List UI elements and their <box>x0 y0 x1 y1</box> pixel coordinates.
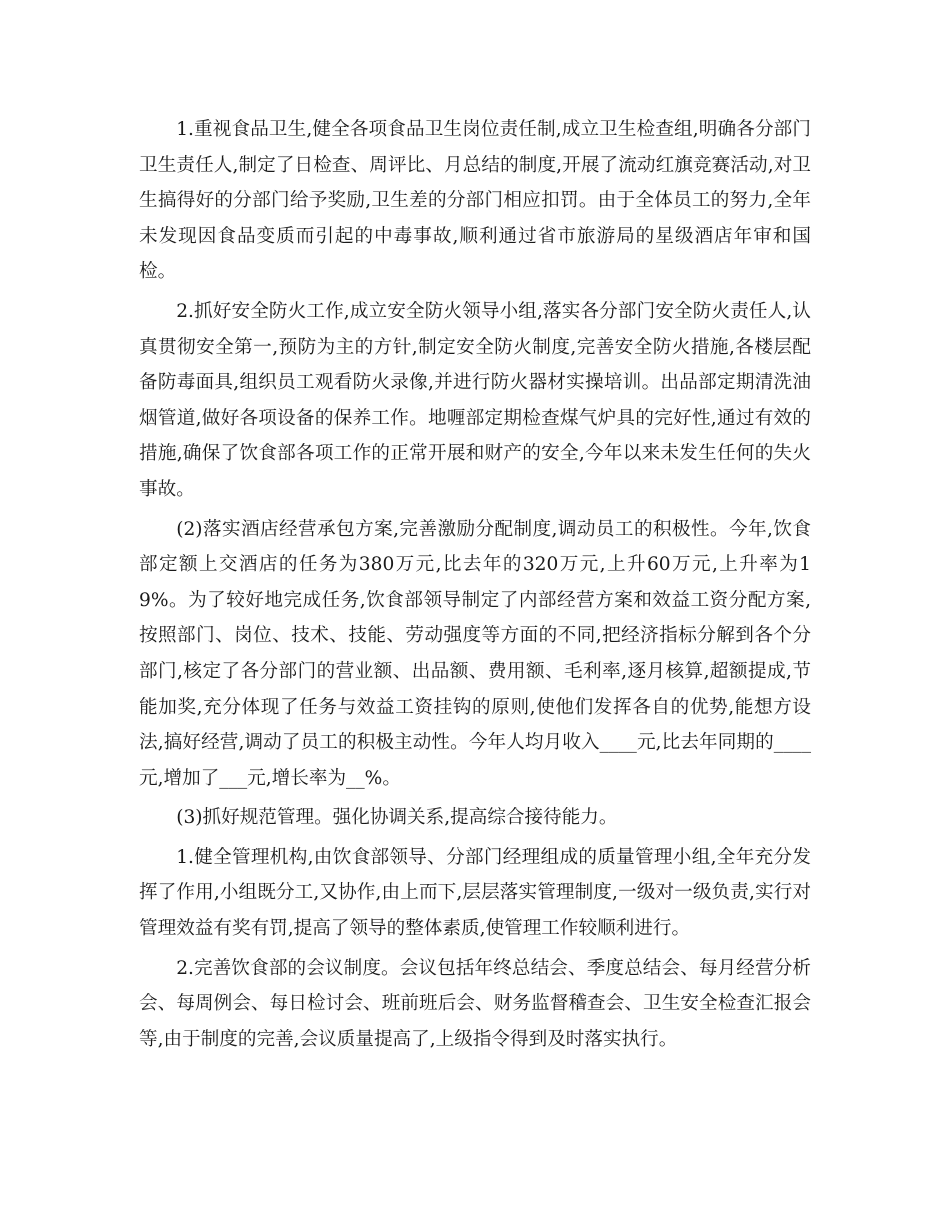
paragraph-food-hygiene: 1.重视食品卫生,健全各项食品卫生岗位责任制,成立卫生检查组,明确各分部门卫生责任人,制定了日检查、周评比、月总结的制度,开展了流动红旗竞赛活动,对卫生搞得好的分部门给予奖励,卫生差的分部门相应扣罚。由于全体员工的努力,全年未发现因食品变质而引起的中毒事故,顺利通过省市旅游局的星级酒店年审和国检。 <box>139 119 811 283</box>
paragraph-fire-safety: 2.抓好安全防火工作,成立安全防火领导小组,落实各分部门安全防火责任人,认真贯彻安全第一,预防为主的方针,制定安全防火制度,完善安全防火措施,各楼层配备防毒面具,组织员工观看防火录像,并进行防火器材实操培训。出品部定期清洗油烟管道,做好各项设备的保养工作。地喱部定期检查煤气炉具的完好性,通过有效的措施,确保了饮食部各项工作的正常开展和财产的安全,今年以来未发生任何的失火事故。 <box>139 300 811 500</box>
paragraph-meeting-system: 2.完善饮食部的会议制度。会议包括年终总结会、季度总结会、每月经营分析会、每周例会、每日检讨会、班前班后会、财务监督稽查会、卫生安全检查汇报会等,由于制度的完善,会议质量提高了,上级指令得到及时落实执行。 <box>139 957 811 1050</box>
paragraph-standard-management: (3)抓好规范管理。强化协调关系,提高综合接待能力。 <box>176 807 618 829</box>
paragraph-management-structure: 1.健全管理机构,由饮食部领导、分部门经理组成的质量管理小组,全年充分发挥了作用,小组既分工,又协作,由上而下,层层落实管理制度,一级对一级负责,实行对管理效益有奖有罚,提高了领导的整体素质,使管理工作较顺利进行。 <box>139 846 811 940</box>
document-page <box>139 112 811 1061</box>
paragraph-contract-plan: (2)落实酒店经营承包方案,完善激励分配制度,调动员工的积极性。今年,饮食部定额上交酒店的任务为380万元,比去年的320万元,上升60万元,上升率为19%。为了较好地完成任务,饮食部领导制定了内部经营方案和效益工资分配方案,按照部门、岗位、技术、技能、劳动强度等方面的不同,把经济指标分解到各个分部门,核定了各分部门的营业额、出品额、费用额、毛利率,逐月核算,超额提成,节能加奖,充分体现了任务与效益工资挂钩的原则,使他们发挥各自的优势,能想方设法,搞好经营,调动了员工的积极主动性。今年人均月收入____元,比去年同期的____元,增加了___元,增长率为__%。 <box>139 518 811 789</box>
